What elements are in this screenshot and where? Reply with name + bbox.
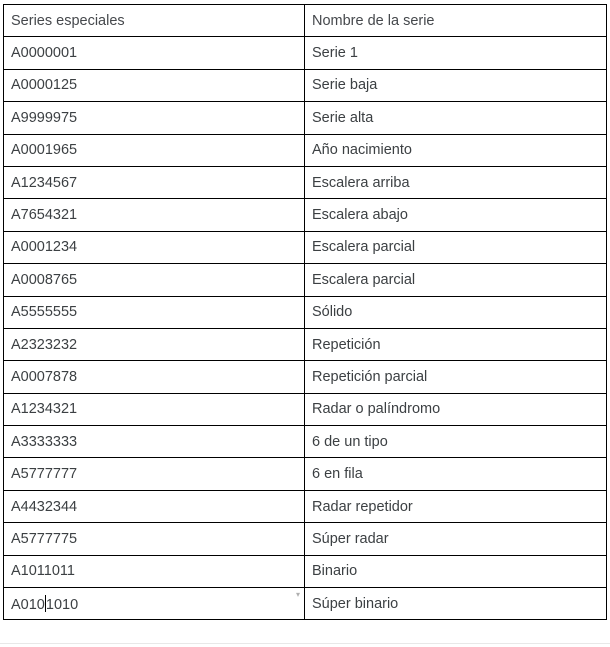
table-row [4,393,607,425]
series-name-cell[interactable]: Serie baja [305,69,607,101]
code-text-before-cursor: A010 [11,596,45,613]
series-code-cell[interactable]: A1234567 [4,166,305,198]
series-name-cell[interactable]: Binario [305,555,607,587]
table-row [4,328,607,360]
series-code-cell[interactable]: A1234321 [4,393,305,425]
table-row [4,37,607,69]
table-row [4,166,607,198]
series-name-cell[interactable]: Súper radar [305,523,607,555]
table-row [4,264,607,296]
series-table [3,4,607,620]
series-name-cell[interactable]: Sólido [305,296,607,328]
table-row [4,555,607,587]
table-row [4,523,607,555]
series-name-cell[interactable]: Repetición [305,328,607,360]
series-code-cell[interactable]: A3333333 [4,426,305,458]
series-code-cell[interactable]: A9999975 [4,102,305,134]
series-code-cell[interactable]: A0008765 [4,264,305,296]
table-row [4,490,607,522]
series-name-cell[interactable]: Súper binario [305,588,607,620]
series-name-cell[interactable]: Radar repetidor [305,490,607,522]
series-name-cell[interactable]: Año nacimiento [305,134,607,166]
table-row [4,426,607,458]
series-code-cell[interactable]: A5777775 [4,523,305,555]
table-row [4,199,607,231]
series-name-cell[interactable]: Escalera abajo [305,199,607,231]
series-code-cell[interactable]: A2323232 [4,328,305,360]
spreadsheet-table-container [3,4,606,620]
series-code-cell[interactable]: A4432344 [4,490,305,522]
series-name-cell[interactable]: Escalera parcial [305,231,607,263]
series-code-cell-editing[interactable] [4,588,305,620]
series-name-cell[interactable]: Radar o palíndromo [305,393,607,425]
series-name-cell[interactable]: Escalera parcial [305,264,607,296]
table-row-active [4,588,607,620]
series-code-cell[interactable]: A5555555 [4,296,305,328]
table-header-row [4,5,607,37]
series-code-cell[interactable]: A5777777 [4,458,305,490]
dropdown-arrow-icon[interactable]: ▾ [295,590,300,600]
series-code-cell[interactable]: A0000125 [4,69,305,101]
table-row [4,134,607,166]
series-name-cell[interactable]: Serie alta [305,102,607,134]
series-code-cell[interactable]: A0001234 [4,231,305,263]
series-code-cell[interactable]: A1011011 [4,555,305,587]
series-name-cell[interactable]: 6 de un tipo [305,426,607,458]
header-series-especiales[interactable]: Series especiales [4,5,305,37]
series-code-cell[interactable]: A7654321 [4,199,305,231]
series-code-cell[interactable]: A0000001 [4,37,305,69]
table-row [4,69,607,101]
bottom-divider [0,643,610,644]
table-body [4,37,607,620]
series-code-cell[interactable]: A0007878 [4,361,305,393]
header-nombre-de-la-serie[interactable]: Nombre de la serie [305,5,607,37]
series-name-cell[interactable]: Repetición parcial [305,361,607,393]
table-row [4,458,607,490]
table-row [4,231,607,263]
code-text-after-cursor: 1010 [45,596,79,613]
series-name-cell[interactable]: Escalera arriba [305,166,607,198]
series-name-cell[interactable]: 6 en fila [305,458,607,490]
table-row [4,296,607,328]
series-code-cell[interactable]: A0001965 [4,134,305,166]
table-row [4,102,607,134]
series-name-cell[interactable]: Serie 1 [305,37,607,69]
table-row [4,361,607,393]
